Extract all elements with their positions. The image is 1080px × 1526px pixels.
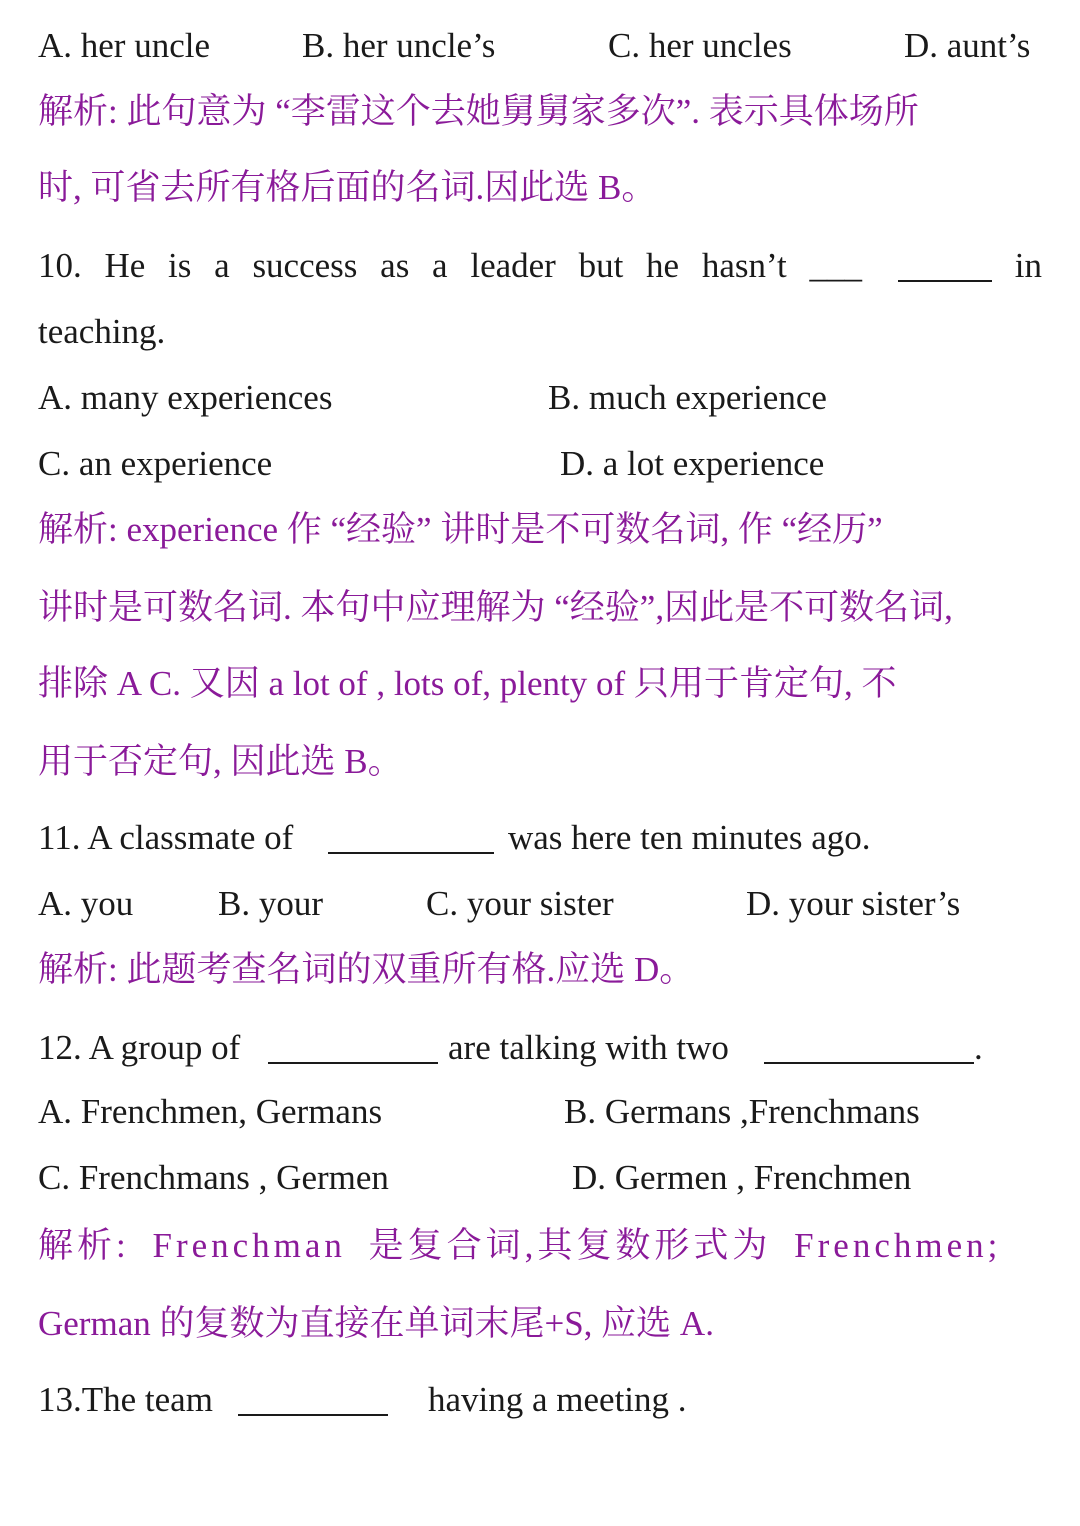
q10-stem-text: 10. He is a success as a leader but he hasn’t ___: [38, 246, 862, 285]
q13-answer-blank: [238, 1412, 388, 1416]
q10-option-d: D. a lot experience: [560, 444, 825, 483]
q11-option-b: B. your: [218, 884, 323, 923]
q9-option-c: C. her uncles: [608, 26, 792, 65]
q10-analysis-line-3: 排除 A C. 又因 a lot of , lots of, plenty of 只用于肯定句, 不: [38, 664, 897, 703]
q12-option-a: A. Frenchmen, Germans: [38, 1092, 383, 1131]
q10-answer-blank: [898, 278, 992, 282]
q9-option-d: D. aunt’s: [904, 26, 1031, 65]
q12-answer-blank-1: [268, 1060, 438, 1064]
q11-answer-blank: [328, 850, 494, 854]
q12-option-c: C. Frenchmans , Germen: [38, 1158, 389, 1197]
q12-option-d: D. Germen , Frenchmen: [572, 1158, 912, 1197]
q12-analysis-line-1: 解析: Frenchman 是复合词,其复数形式为 Frenchmen;: [38, 1226, 1002, 1265]
q10-option-a: A. many experiences: [38, 378, 333, 417]
q10-analysis-line-4: 用于否定句, 因此选 B。: [38, 742, 403, 781]
q12-stem-middle: are talking with two: [448, 1028, 729, 1067]
q10-option-b: B. much experience: [548, 378, 827, 417]
q9-analysis-line-2: 时, 可省去所有格后面的名词.因此选 B。: [38, 168, 657, 207]
q12-stem-end: .: [974, 1028, 983, 1067]
q13-stem-start: 13.The team: [38, 1380, 213, 1419]
q12-analysis-line-2: German 的复数为直接在单词末尾+S, 应选 A.: [38, 1304, 714, 1343]
q12-option-b: B. Germans ,Frenchmans: [564, 1092, 920, 1131]
q11-stem-end: was here ten minutes ago.: [508, 818, 871, 857]
q12-stem-start: 12. A group of: [38, 1028, 241, 1067]
q12-answer-blank-2: [764, 1060, 974, 1064]
q10-analysis-line-2: 讲时是可数名词. 本句中应理解为 “经验”,因此是不可数名词,: [38, 588, 953, 627]
q11-stem-start: 11. A classmate of: [38, 818, 294, 857]
q10-analysis-line-1: 解析: experience 作 “经验” 讲时是不可数名词, 作 “经历”: [38, 510, 883, 549]
q11-option-c: C. your sister: [426, 884, 614, 923]
q9-option-a: A. her uncle: [38, 26, 211, 65]
q11-option-d: D. your sister’s: [746, 884, 961, 923]
q9-option-b: B. her uncle’s: [302, 26, 496, 65]
q13-stem-end: having a meeting .: [428, 1380, 687, 1419]
q11-option-a: A. you: [38, 884, 134, 923]
q10-stem-line-2: teaching.: [38, 312, 166, 351]
q9-analysis-line-1: 解析: 此句意为 “李雷这个去她舅舅家多次”. 表示具体场所: [38, 92, 919, 131]
q11-analysis-line-1: 解析: 此题考查名词的双重所有格.应选 D。: [38, 950, 695, 989]
q10-option-c: C. an experience: [38, 444, 273, 483]
q10-stem-end: in: [1014, 246, 1042, 285]
